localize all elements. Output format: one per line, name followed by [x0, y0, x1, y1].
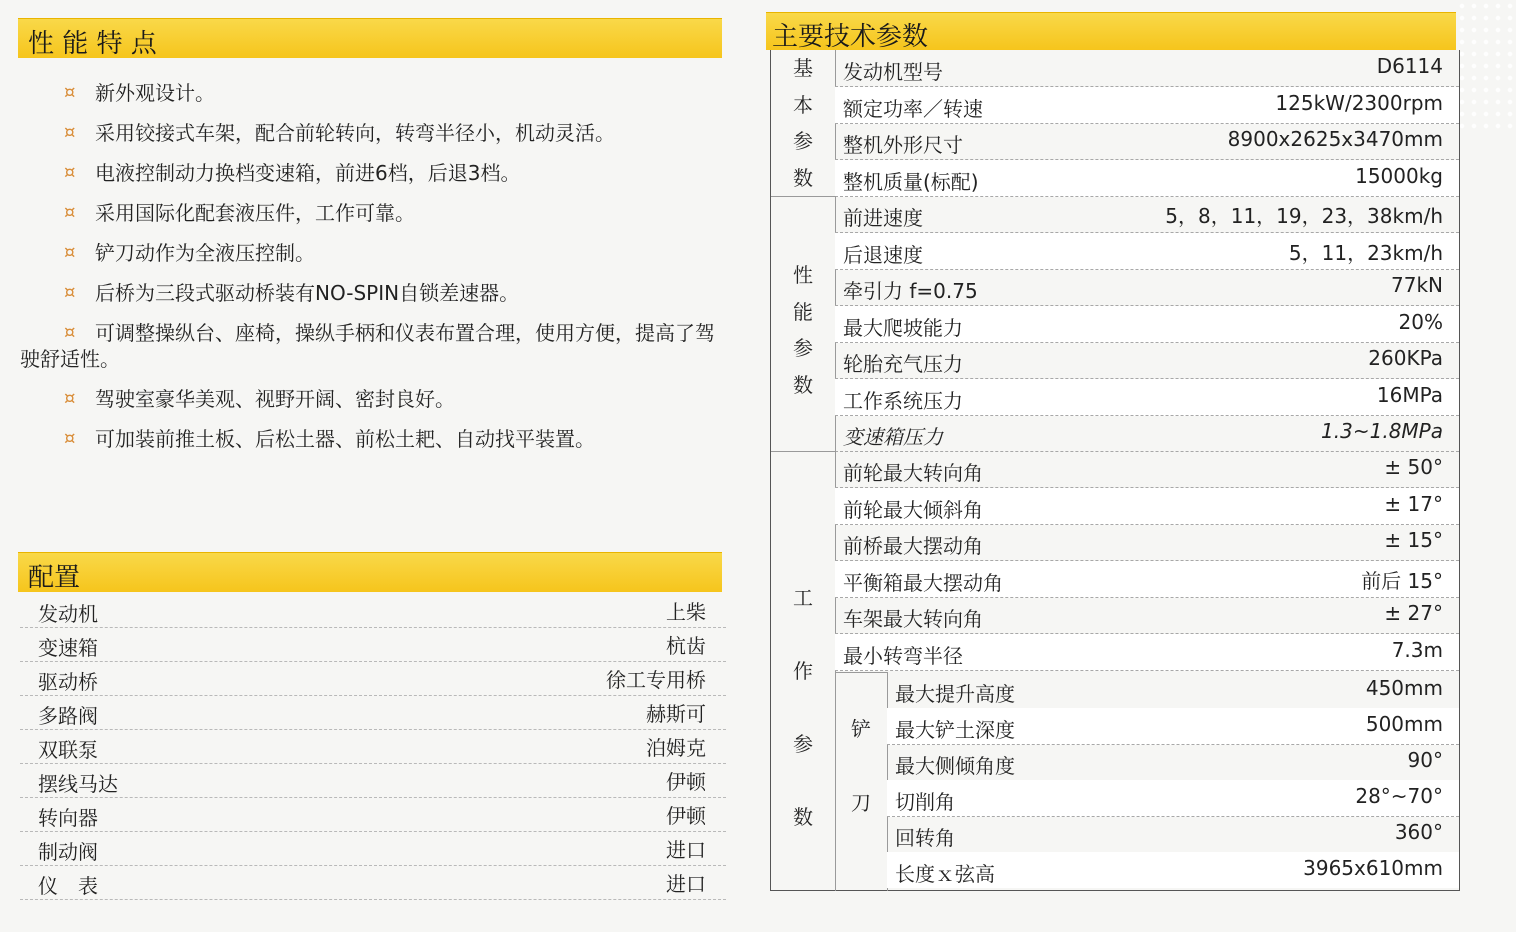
feature-item: ¤ 电液控制动力换档变速箱，前进6档，后退3档。 — [64, 161, 521, 185]
config-header — [18, 552, 722, 592]
param-row: 整机外形尺寸 8900x2625x3470mm — [835, 123, 1459, 160]
param-row: 工作系统压力 16MPa — [835, 379, 1459, 416]
params-title: 主要技术参数 — [772, 22, 929, 52]
config-row: 双联泵 泊姆克 — [20, 730, 726, 764]
feature-item: ¤ 可加装前推土板、后松土器、前松土耙、自动找平装置。 — [64, 427, 595, 451]
decorative-dots — [1456, 0, 1516, 130]
group-working — [771, 451, 836, 891]
group-label-char: 参 — [793, 732, 813, 756]
group-label-char: 铲 — [851, 717, 871, 741]
param-row: 切削角 28°~70° — [887, 780, 1459, 817]
features-header — [18, 18, 722, 58]
param-row: 变速箱压力 1.3~1.8MPa — [835, 415, 1459, 452]
param-row: 最大爬坡能力 20% — [835, 306, 1459, 343]
group-label-char: 作 — [793, 659, 813, 683]
bullet-icon: ¤ — [64, 162, 76, 183]
feature-item: ¤ 采用铰接式车架，配合前轮转向，转弯半径小，机动灵活。 — [64, 121, 615, 145]
param-row: 后退速度 5，11，23km/h — [835, 233, 1459, 270]
feature-item: ¤ 可调整操纵台、座椅，操纵手柄和仪表布置合理，使用方便，提高了驾驶舒适性。 — [20, 321, 715, 371]
group-label-char: 参 — [793, 336, 813, 361]
config-row: 多路阀 赫斯可 — [20, 696, 726, 730]
bullet-icon: ¤ — [64, 242, 76, 263]
param-row: 最小转弯半径 7.3m — [835, 634, 1459, 671]
bullet-icon: ¤ — [64, 122, 76, 143]
group-basic — [771, 50, 836, 196]
group-label-char: 能 — [793, 299, 813, 324]
bullet-icon: ¤ — [64, 282, 76, 303]
param-row: 前桥最大摆动角 ± 15° — [835, 524, 1459, 561]
param-row: 额定功率／转速 125kW/2300rpm — [835, 87, 1459, 124]
param-row: 前进速度 5，8，11，19，23，38km/h — [835, 196, 1459, 233]
group-label-char: 本 — [793, 92, 813, 117]
param-row: 最大侧倾角度 90° — [887, 744, 1459, 781]
config-row: 仪 表 进口 — [20, 866, 726, 900]
group-label-char: 刀 — [851, 791, 871, 815]
param-row: 前轮最大倾斜角 ± 17° — [835, 488, 1459, 525]
group-label-char: 数 — [793, 805, 813, 829]
feature-item: ¤ 驾驶室豪华美观、视野开阔、密封良好。 — [64, 387, 455, 411]
bullet-icon: ¤ — [64, 388, 76, 409]
feature-item: ¤ 采用国际化配套液压件，工作可靠。 — [64, 201, 415, 225]
config-row: 变速箱 杭齿 — [20, 628, 726, 662]
group-label-char: 数 — [793, 165, 813, 190]
features-title: 性 能 特 点 — [28, 29, 157, 59]
config-title: 配置 — [28, 563, 81, 593]
param-row: 长度ｘ弦高 3965x610mm — [887, 852, 1459, 888]
param-row: 前轮最大转向角 ± 50° — [835, 451, 1459, 488]
param-row: 整机质量(标配) 15000kg — [835, 160, 1459, 197]
group-label-char: 基 — [793, 56, 813, 80]
group-label-char: 数 — [793, 372, 813, 397]
bullet-icon: ¤ — [64, 322, 76, 343]
param-row: 回转角 360° — [887, 816, 1459, 853]
feature-item: ¤ 后桥为三段式驱动桥装有NO-SPIN自锁差速器。 — [64, 281, 520, 305]
param-row: 轮胎充气压力 260KPa — [835, 342, 1459, 379]
feature-item: ¤ 新外观设计。 — [64, 81, 215, 105]
param-row: 车架最大转向角 ± 27° — [835, 597, 1459, 634]
config-row: 摆线马达 伊顿 — [20, 764, 726, 798]
params-table — [770, 50, 1460, 891]
bullet-icon: ¤ — [64, 428, 76, 449]
param-row: 最大提升高度 450mm — [887, 672, 1459, 709]
config-row: 驱动桥 徐工专用桥 — [20, 662, 726, 696]
features-list — [20, 80, 730, 466]
param-row: 牵引力 f=0.75 77kN — [835, 269, 1459, 306]
group-label-char: 参 — [793, 129, 813, 154]
bullet-icon: ¤ — [64, 82, 76, 103]
config-row: 制动阀 进口 — [20, 832, 726, 866]
param-row: 平衡箱最大摆动角 前后 15° — [835, 561, 1459, 598]
feature-item: ¤ 铲刀动作为全液压控制。 — [64, 241, 315, 265]
bullet-icon: ¤ — [64, 202, 76, 223]
param-row: 最大铲土深度 500mm — [887, 708, 1459, 745]
params-header — [766, 12, 1456, 50]
config-row: 转向器 伊顿 — [20, 798, 726, 832]
config-table — [20, 594, 726, 900]
group-performance — [771, 196, 836, 451]
param-row: 发动机型号 D6114 — [835, 50, 1459, 87]
subgroup-blade — [835, 672, 888, 891]
group-label-char: 性 — [793, 263, 813, 287]
group-label-char: 工 — [793, 586, 813, 610]
config-row: 发动机 上柴 — [20, 594, 726, 628]
